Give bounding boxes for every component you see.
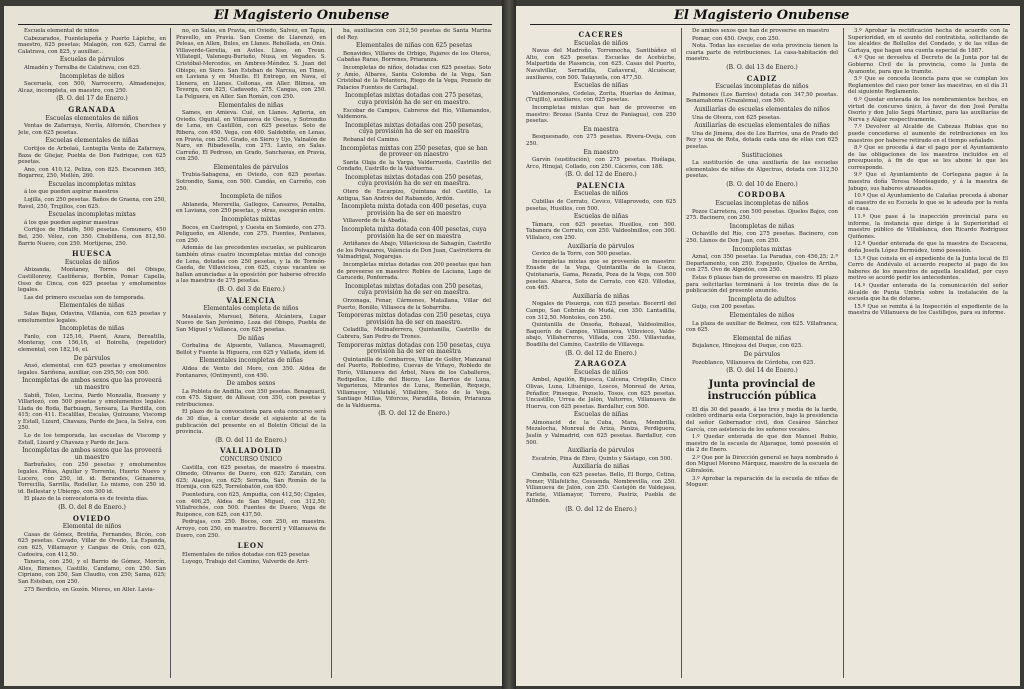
paragraph: 14.º Quedar enterada de la comunicación del señor Alcalde de Punta Umbría sobre la instalación de la escuela que ha de dotarse. — [848, 282, 1008, 303]
right-column-1 — [526, 28, 676, 680]
paragraph: Una de Jimena, dos de Los Barrios, una de Prado del Rey y una de Rota, dotada cada una de ellas con 625 pesetas. — [686, 130, 838, 150]
paragraph: Luyego, Trabajo del Camino, Valverde de Arri- — [182, 559, 309, 566]
right-column-divider-2 — [843, 28, 844, 678]
left-page — [4, 6, 502, 686]
province-heading: PALENCIA — [576, 180, 626, 190]
section-subheading: Incompletas mixtas dotadas con 250 pesetas, cuya provisión ha de ser en maestra. — [344, 173, 484, 188]
paragraph: 3.º Aprobar la rectificación hecha de acuerdo con la Superioridad, en el asunto del contratista, solicitando de los alcaldes de Bollullos del Condado, y de las villas de Cartaya, que hagan una cuenta especial de 1887. — [848, 28, 1008, 54]
paragraph: Villaverde de la Abadía. — [343, 218, 409, 225]
paragraph: Incompletas mixtas dotadas con 200 pesetas que han de proveerse en maestro: Robles de Laciana, Lago de Carucedo, Ponferrada. — [337, 262, 491, 282]
paragraph: Sabiñ, Toleo, Lecina, Pardo Monzalla, Buesany y Villarlozó, con 500 pesetas y emolumentos legales. Llada de Roda, Barbuagn, Sensara, La Pardilla, con 415; con 411. Escalillas, Escalas, Quinzano, Viscomp y Estall, Lizard, Chavaza, Pardo de Jaca, la Selva, con 250. — [18, 392, 166, 432]
paragraph: Trubia-Sabagena, en Oviedo, con 625 pesetas. Sotrondio, Sama, con 500. Candás, en Carreño, con 250. — [176, 172, 326, 192]
section-subheading: Incompletas de niños — [59, 72, 125, 80]
paragraph: Aznal, con 350 pesetas. La Paradas, con 456,25; 2.ª Departamento, con 250. Espejuelo, Ojuelos de Arriba, con 275. Ovo de Algodón, con 250. — [686, 254, 838, 274]
paragraph: 9.º Que el Ayuntamiento de Cortegana pague á la maestra doña Teresa Monteagudo, y á la maestra de Jabugo, sus haberes atrasados. — [848, 172, 1008, 192]
section-subheading: Incompletas de ambos sexos que las proveerá un maestro — [22, 447, 162, 461]
section-subheading: Auxiliaría de niñas — [572, 463, 630, 471]
paragraph: Abizanda, Montaney, Torres del Obispo, Castillonroy, Castiñeras, Borblín, Pomar Capella, Osso de Cinca, con 625 pesetas y emolumentos legales. — [18, 267, 166, 294]
paragraph: Palmones (Los Barrios) dotada con 347,50 pesetas. Benamahoma (Grazalema), con 500. — [686, 91, 838, 105]
paragraph: 275 Berdicio, en Gozón. Mieres, en Aller. Lavia- — [24, 586, 155, 593]
section-subheading: (B. O. del 8 de Enero.) — [58, 504, 126, 511]
paragraph: Pomar, con 450. Ovejo, con 250. — [692, 35, 781, 42]
paragraph: Celadilla, Molinaferrera, Quintanilla, Castrillo de Cabrera, San Pedro de Trones. — [337, 327, 491, 340]
paragraph: Además de las precedentes escuelas, se publicaron también otras cuatro incompletas mixtas del concejo de Lena, dotadas con 250 pesetas, y la de Tormón-Caeda, de Villaviciosa, con 625, cuyas vacantes se hallan anunciadas a la oposición por haberse ofrecido a las maestras de 275 pesetas. — [176, 245, 326, 285]
paragraph: Ventas de Zafarraya, Nerila, Alfornón, Cherches y Jete, con 625 pesetas. — [18, 123, 166, 136]
paragraph: Guijo, con 200 pesetas. — [692, 304, 756, 311]
section-subheading: Incompletas de ambos sexos que las proveerá un maestro — [22, 377, 162, 391]
paragraph: Salas Bajas, Odavina, Villanúa, con 625 pesetas y emolumentos legales. — [18, 310, 166, 324]
paragraph: Barbuñales, con 250 pesetas y emolumentos legales. Piñas, Aguilar y Torrente, Huerto Nuevo y Lucero, con 250, id. id. Berandes, Génaneres, Torrecilla, Sarrilla, Rodellar, Lo mismo, con 250 id. id. Bellestar y Ubiergo, con 300 id. — [18, 462, 166, 495]
province-heading: ZARAGOZA — [574, 359, 628, 369]
paragraph: Escobar de Campos, Cabreros del Río, Villamandos, Valdemora. — [337, 107, 491, 121]
right-column-3 — [848, 28, 1008, 680]
paragraph: Cortijos de Arbolaú, Lentegila Venta de Zafarraya, Baza de Güejar, Puebla de Don Fadrique, con 625 pesetas. — [18, 145, 166, 166]
section-subheading: Escuelas incompletas de niños — [715, 200, 809, 208]
right-masthead: El Magisterio Onubense — [674, 8, 850, 23]
section-subheading: Incompleta mixta dotada con 400 pesetas, cuya provisión ha de ser en maestro — [341, 203, 487, 217]
left-column-2 — [176, 28, 326, 680]
paragraph: Navas del Madroño, Torremocha, Santibáñez el Alto, con 625 pesetas. Escuelas de Acehúche, Malpartida de Plasencia, con 625. Casas del Puerto, Navalvillar, Serradilla, Cañaveral, Alcuéscar, auxiliares, con 500. Talayuela, con 477,50. — [526, 48, 676, 81]
section-subheading: En maestra — [583, 125, 619, 133]
section-subheading: Incompletas mixtas dotadas con 250 pesetas, cuya provisión ha de ser en maestra — [344, 121, 484, 136]
left-masthead: El Magisterio Onubense — [214, 8, 390, 23]
section-subheading: De niñas — [237, 334, 265, 342]
province-heading: GRANADA — [68, 104, 116, 114]
paragraph: Lo de los temporada, las escuelas de Viscomp y Estall, Lizard y Chavaza y Pardo de Jaca. — [18, 433, 166, 446]
province-heading: CACERES — [578, 30, 624, 39]
section-subheading: (B. O. del 14 de Enero.) — [726, 367, 798, 375]
paragraph: Incompletas mixtas que se proveerán en maestro: Enasde de la Vega, Quintanilla de la Cueza, Quintanaría, Gama, Rezada, Poza de la Vega, con 500 pesetas. Abarca, Soto de Cerrato, con 420. Villodas, con 465. — [526, 258, 676, 292]
paragraph: Estas 6 plazas han de proveerse en maestro. El plazo para solicitarlas terminará á los treinta días de la publicación del presente anuncio. — [686, 275, 838, 295]
paragraph: Elementales de niños dotadas con 625 pesetas — [182, 551, 310, 558]
section-subheading: Escuelas de párvulos — [59, 56, 125, 64]
paragraph: 15.º Que se remita á la Inspección el expediente de la maestra de Villanueva de los Castillejos, para su informe. — [848, 303, 1008, 317]
section-subheading: Escuelas de niños — [573, 368, 629, 376]
paragraph: La Pobleta de Andilla, con 350 pesetas. Benaguacil, con 475. Siguer, de Alfasar, con 350, con pesetas y retribuciones. — [176, 388, 326, 408]
paragraph: Ambel, Aguilón, Bijuesca, Calcena, Crispillo, Cinco Olivas, Luna, Lituénigo, Loscos, Monreal de Ariza, Peñaflor, Pinseque, Pozuelo, Tosos, con 625 pesetas. Uncastillo, Urrea de Jalón, Valtorres, Villanueva de Huerva, con 625 pesetas. Bardallur, con 500. — [526, 377, 676, 410]
paragraph: Aldea de Vento del Moro, con 350. Aldea de Fontanares, (Ontinyent), con 450. — [176, 365, 326, 379]
paragraph: 2.º Que por la Dirección general se haya nombrado á don Miguel Moreno Márquez, maestro de la escuela de Gibraleón. — [686, 454, 838, 475]
paragraph: Pozos Carretera, con 500 pesetas. Ojuelos Bajos, con 275. Bacinero, con 250. — [686, 208, 838, 222]
section-subheading: Escuelas elementales de niños — [45, 114, 139, 122]
paragraph: 3.º Aprobar la reparación de la escuela de niñas de Moguer. — [686, 475, 838, 489]
province-heading: LEON — [237, 541, 265, 551]
paragraph: 1.º Quedar enterada de que don Manuel Rubio, maestro de la escuela de Aljaraque, tomó posesión el día 2 de Enero. — [686, 434, 838, 454]
paragraph: ba, auxiliación con 312,50 pesetas de Santa Marina del Rey. — [337, 28, 491, 41]
paragraph: no, en Salas, en Pravia, en Oviedo, Salvez, en Tapia, Pravello, en Pravia. San Cosme de Llarenzó, en Peleas, en Allen, Bules, en Llanes. Rebollada, en Onís. Villaverde-Gerelia, en Aviles. Lleso, en Treun. Villategil, Valenegu-Buriaño, Nusa, en Vegadeo. S. Cristóbal-Mercedos, en Ambres-Méndez. S. Juan del Obispo, en Siero. San Esteban de Narcea, en Tineo, en Laviana y en Muelle. El Entrego, en Nava, el Llenera, en Llanes. Collonas, en Aller. Blimea, en Teverga, con 825, Cadavedo, 275. Cangas, con 250. La Felguera, en Aller. San Román, con 250. — [176, 28, 326, 100]
paragraph: 6.º Quedar enterada de los nombramientos hechos, en virtud de concurso único, á favor de don José Peralta Osorio y don Julio Segú Martínez, para las auxiliarías de Nerva y Alájar respectivamente. — [848, 96, 1008, 123]
section-subheading: Elementales de niños — [729, 311, 795, 319]
section-subheading: Incompletas de niñas — [59, 325, 125, 333]
section-subheading: De ambos sexos — [226, 380, 276, 388]
paragraph: Otero de Escarpizo, Quintana del Castillo, La Antigua, San Andrés del Rabanedo, Ardón. — [337, 189, 491, 202]
section-subheading: Elemental de niños — [62, 523, 122, 531]
paragraph: Pozoblanco, Villanueva de Córdoba, con 625. — [692, 359, 816, 366]
section-subheading: CONCURSO ÚNICO — [219, 456, 283, 464]
province-heading: HUESCA — [71, 249, 113, 259]
paragraph: 4.º Que se devuelva el Decreto de la Junta por tal de Gobierno Civil de la provincia, como la Junta de Ayamonte, para que lo tramite. — [848, 55, 1008, 75]
section-subheading: Elementales de niñas — [218, 101, 284, 109]
section-subheading: De párvulos — [743, 350, 781, 358]
paragraph: Incompletas mixtas que han de proveerse en maestro: Brozas (Santa Cruz de Paniagua), con 250 pesetas. — [526, 104, 676, 125]
left-column-3 — [337, 28, 491, 680]
section-subheading: Incompleta mixta dotada con 400 pesetas, cuya provisión ha de ser en maestra — [341, 226, 487, 240]
paragraph: Cortijos de Hidalfe, 500 pesetas. Comunero, 450 Bel, 250. Vélez, con 350. Chubillena, con 812,50. Barrio Nuevo, con 250. Mortijeras, 250. — [18, 227, 166, 247]
province-heading: CADIZ — [746, 73, 778, 83]
right-header-rule — [530, 24, 1010, 25]
paragraph: Orzonaga, Fenar, Cármenes, Matallana, Villar del Puerto, Bonillo, Villaseca de la Sobarriba. — [337, 297, 491, 311]
section-subheading: (B. O. del 10 de Enero.) — [726, 180, 798, 188]
paragraph: 8.º Que se proceda á dar el pago por el Ayuntamiento de las obligaciones de los maestros incluidos en el presupuesto, á fin de que se les abone lo que les corresponde. — [848, 145, 1008, 171]
paragraph: Las del primero escuelas son de temporada. — [24, 294, 145, 301]
section-subheading: Escuelas de niñas — [573, 82, 629, 90]
section-subheading: Escuelas de niñas — [573, 411, 629, 419]
paragraph: Casas de Gómez, Bretiña, Fernandes, Bicón, con 625 pesetas. Cavado, Villar de Ovedo, La Espanda, con 625, Villamayor y Cangas de Onís, con 625, Cadoeira, con 412,50. — [18, 531, 166, 558]
paragraph: Sames, en Amieva. Cué, en Llanes. Agüeria, en Oviedo. Oquital, en Villanueva de Oscos, y Sotrondio de Lena, en Castillón, con 625 pesetas. Soto de Ribera, con 450. Vega, con 400. Saldobiño, en Lenas, en Pravia, con 250. Grado, en Siero y Ujo, Valnalón de Naro, en Ribadesella, con 275. Lavio, en Salas. Carreño, El Pedroso, en Grado, Sanchavas, en Pravia, con 250. — [176, 110, 326, 163]
section-subheading: (B. O. del 3 de Enero.) — [217, 285, 285, 293]
paragraph: Ablaneda, Mererella, Gallegos, Cansares, Penalba, en Laviana, con 250 pesetas, y otras, escogerán entre. — [176, 201, 326, 215]
section-subheading: Sustituciones — [741, 151, 783, 159]
paragraph: Lojilla, con 250 pesetas. Baños de Graena, con 250, Ravel, 250, Trujillos, con 625. — [18, 197, 166, 210]
section-subheading: Temporeras mixtas dotadas con 150 pesetas, cuya provisión ha de ser en maestra — [337, 341, 491, 356]
paragraph: Almadén y Torralba de Calatrava, con 625. — [24, 64, 142, 71]
section-subheading: Incompletas mixtas — [732, 245, 792, 253]
paragraph: La sustitución de una auxiliaría de las escuelas elementales de niñas de Algeciras, dotada con 312,50 pesetas. — [686, 160, 838, 180]
left-header-rule — [18, 24, 492, 25]
paragraph: Benavides, Villares de Orbigo, Pajares de los Oteros, Cabañas Raras, Borrenes, Priaranza. — [337, 50, 491, 64]
paragraph: Saceruela, con 500, Narrocerro, Almadenejos, Alcaz, incompleta, en maestro, con 250. — [18, 81, 166, 94]
paragraph: Puentedura, con 625, Ampudia, con 412,50; Cigales, con 406,25, Aldea de San Miguel, con 312,50; Villafrechós, con 500. Fuentes de Duero, Vega de Ruiponce, con 625, con 437,50. — [176, 492, 326, 518]
section-subheading: Temporeras mixtas dotadas con 250 pesetas, cuya provisión ha de ser en maestro. — [337, 312, 491, 326]
paragraph: Bocos, en Castropol, y Cuesta en Somiedo, con 275. Peligueño, en Allende, con 275. Fuentes, Pentanes, con 250. — [176, 224, 326, 244]
section-subheading: (B. O. del 12 de Enero.) — [565, 171, 637, 179]
section-subheading: Escuelas de niños — [64, 258, 120, 266]
left-column-divider-1 — [170, 28, 171, 678]
section-subheading: Escuelas incompletas mixtas — [48, 180, 136, 188]
section-subheading: (B. O. del 11 de Enero.) — [215, 436, 287, 444]
paragraph: Pedrajas, con 250. Bocos, con 250, en maestra. Arroyo, con 250, en maestro. Becerril y Villanueva de Duero, con 250. — [176, 519, 326, 539]
section-subheading: Elementales incompletas de niñas — [199, 357, 303, 365]
section-subheading: Escuelas de niñas — [573, 213, 629, 221]
paragraph: Una de Olvera, con 625 pesetas. — [692, 114, 781, 121]
paragraph: Nogales de Pisuerga, con 625 pesetas. Becerril del Campo, San Cebrián de Mudá, con 350. Lantadilla, con 312,50. Montoles, con 250. — [526, 301, 676, 321]
right-column-divider-1 — [681, 28, 682, 678]
right-column-2 — [686, 28, 838, 680]
section-subheading: Elementales de párvulos — [213, 163, 289, 171]
section-subheading: Auxiliaría de párvulos — [567, 242, 635, 250]
paragraph: Ochavillo del Río, con 275 pesetas. Bacinero, con 250. Llanos de Don Juan, con 250. — [686, 231, 838, 245]
section-subheading: Auxiliaría de párvulos — [567, 447, 635, 455]
section-subheading: Incompleta de niños — [220, 193, 282, 201]
section-subheading: Escuelas incompletas mixtas — [48, 211, 136, 219]
section-subheading: Incompletas mixtas con 250 pesetas, que se han de proveer en maestro — [340, 144, 488, 159]
section-subheading: Elemental de niñas — [732, 334, 792, 342]
paragraph: Cabezarados, Fuentelapeña y Puerto Lápiche, en maestro, 625 pesetas; Malagón, con 625, Carral de Calatrava, con 825, y auxiliar... — [18, 35, 166, 55]
paragraph: 10.º Que el Ayuntamiento de Calañas proceda á abonar al maestro de su Escuela lo que se le adeuda por la renta de casa. — [848, 193, 1008, 213]
paragraph: Cimballa, con 625 pesetas. Bello, El Burgo, Cetina, Pomer, Villafeliche, Cosuenda, Nombrevilla, con 250. Villanueva de Jalón, con 250. Castejón de Valdejasa, Farlete, Villamayor, Torrero, Pastriz, Puebla de Alfindén. — [526, 472, 676, 505]
section-subheading: (B. O. del 13 de Enero.) — [726, 63, 798, 71]
section-subheading: Elementales completa de niños — [203, 305, 299, 313]
section-subheading: Incompletas de niñas — [729, 222, 795, 230]
paragraph: Cubillas de Cerrato, Cevico, Villaprovedo, con 625 pesetas, Husillos, con 500. — [526, 199, 676, 212]
paragraph: Valdemorales, Cedelas, Zorita, Huertas de Ánimas, (Trujillo), auxiliares, con 625 pesetas. — [526, 90, 676, 104]
section-subheading: Auxiliarías de escuelas elementales de niños — [694, 105, 830, 113]
paragraph: El plazo de la convocatoria para esta concurso será de 30 días, á contar desde el siguiente al de la publicación del presente en el Boletín Oficial de la provincia. — [176, 409, 326, 436]
paragraph: Quintanilla de Onsoña, Robazal, Valdeolmillos, Baquerín de Campos, Villanueva, Villovieco, Valde-abajo, Villaherreros, Villada, con 250. Villaviudas, Boadilla del Camino, Castrillo de Villavega. — [526, 322, 676, 348]
paragraph: 5.º Que se conceda licencia para que se cumplan los Reglamentos del caso por tener las maestras, en el día 31 del siguiente Reglamento. — [848, 76, 1008, 96]
paragraph: Quintanilla de Combarros, Villar de Golfer, Manzanal del Puerto, Robledino, Cuevas de Viñayo, Robledo de Torío, Villanueva del Árbol, Nava de los Caballeros, Redipollos, Lillo del Bierzo, Los Barrios de Luna, Vegarienza, Mirantes de Luna, Remellán, Requejo, Villamayor, Villafalé, Villalibre, Soto de la Vega, Santiago Millas, Viforcos, Paradilla, Boisán, Priaranza de la Valduerna. — [337, 356, 491, 409]
section-subheading: (B. O. del 12 de Enero.) — [565, 506, 637, 513]
section-subheading: Incompletas mixtas dotadas con 275 pesetas, cuya provisión ha de ser en maestro. — [344, 92, 484, 106]
section-subheading: Incompletas mixtas — [221, 216, 281, 224]
paragraph: Escuela elemental de niños — [24, 28, 99, 34]
paragraph: Almonacid de la Cuba, Mara, Membrilla, Mezalocha, Monreal de Ariza, Paniza, Perdiguera, Jaulín y Valmadrid, con 625 pesetas. Bardallur, con 500. — [526, 419, 676, 446]
section-subheading: (B. O. del 12 de Enero.) — [565, 349, 637, 357]
left-column-1 — [18, 28, 166, 680]
binding-gutter — [502, 0, 516, 689]
paragraph: Támara, con 625 pesetas. Husillos, con 500. Tabanera de Cerrato, con 250. Valdeolmillos, con 300. Villalaco, con 250. — [526, 221, 676, 242]
paragraph: Rebanal del Camino. — [343, 136, 400, 143]
paragraph: á los que pueden aspirar maestras — [24, 219, 119, 226]
paragraph: Incompletas de niños, dotadas con 625 pesetas. Soto y Amío, Albares, Santa Colomba de la Vega, San Cristóbal de la Polantera, Riego de la Vega, Pozuelo de Palacios Fuentes de Carbajal. — [337, 64, 491, 91]
paragraph: Ano, con 410,12, Peliza, con 825. Escarenen 365, Bogarrez, 250, Mellén, 260. — [18, 166, 166, 180]
section-subheading: Elementales de niñas — [59, 302, 125, 310]
paragraph: De ambos sexos que han de proveerse en maestro — [692, 28, 830, 34]
paragraph: 11.º Que pase á la inspección provincial para su informe, la instancia que dirige á la Superioridad el maestro público de Villablanca, don Ricardo Rodríguez Quiñones. — [848, 214, 1008, 240]
paragraph: Escatrón, Pina de Ebro, Quinto y Sástago, con 500. — [532, 455, 673, 462]
section-subheading: Escuelas elementales de niñas — [45, 137, 139, 145]
province-heading: VALENCIA — [226, 295, 276, 305]
paragraph: 13.º Que consta en el expediente de la Junta local de El Cerro de Andévalo el acuerdo respecto al pago de los haberes de los maestros de aquella localidad, por cuyo motivo se acordó pedir los antecedentes. — [848, 255, 1008, 282]
paragraph: Bujalance, Hinojosa del Duque, con 625. — [692, 343, 803, 350]
paragraph: Garvín (sustitución), con 275 pesetas. Huélaga, Arco, Hinojal, Collado, con 250. Cáceres, con 188. — [526, 157, 676, 170]
paragraph: Fanlo, con 125,16, Pisent, Azara, Bereatilla, Monteray, con 156,16, el Boirella, (repetidor) elemental, con 182,16, el. — [18, 333, 166, 353]
section-subheading: Auxiliaría de niñas — [572, 292, 630, 300]
paragraph: Nota. Todas las escuelas de esta provincia tienen la cuarta parte de retribuciones. La casa-habitación del maestro. — [686, 43, 838, 63]
section-subheading: En maestro — [583, 148, 619, 156]
province-heading: OVIEDO — [72, 513, 112, 523]
section-subheading: (B. O. del 12 de Enero.) — [378, 410, 450, 418]
section-subheading: Elementales de niñas con 625 pesetas — [355, 42, 473, 50]
section-subheading: Escuelas de niños — [573, 190, 629, 198]
section-subheading: Escuelas incompletas de niños — [715, 83, 809, 91]
paragraph: Taneria, con 250, y el Barrio de Gómez, Morcín, Alles, Bimenes, Castillo, Candamo, con 250. San Cipriano, con 250, San Claudio, con 250; Sama, 625; San Esteban, con 250. — [18, 559, 166, 585]
left-column-divider-2 — [331, 28, 332, 678]
section-subheading: Escuelas de niños — [573, 39, 629, 47]
province-heading: VALLADOLID — [219, 446, 283, 456]
paragraph: 12.º Quedar enterada de que la maestra de Escacena, doña Josefa López Bermúdez, tomó posesión. — [848, 241, 1008, 254]
section-subheading: (B. O. del 17 de Enero.) — [56, 95, 128, 103]
paragraph: Cevico de la Torre, con 500 pesetas. — [532, 251, 632, 258]
article-title: Junta provincial de instrucción pública — [707, 378, 817, 402]
right-page — [516, 6, 1020, 686]
paragraph: El día 30 del pasado, á las tres y media de la tarde, celebró ordinaria esta Corporación, bajo la presidencia del señor Gobernador civil, don Cesáreo Sánchez García, con asistencia de los señores vocales. — [686, 406, 838, 433]
section-subheading: Auxiliarías de escuelas elementales de niñas — [694, 122, 830, 130]
paragraph: Santa Olaja de la Varga, Valderrueda, Castrillo del Condado, Castrillo de la Valduerna. — [337, 159, 491, 173]
section-subheading: Incompleta de adultos — [728, 295, 796, 303]
paragraph: La plaza de auxiliar de Belmez, con 625. Villafranca, con 625. — [686, 320, 838, 334]
paragraph: Castilla, con 625 pesetas, de maestro ó maestra. Olmedo, Olivares de Duero, con 625; Zaratán, con 625; Alaejos, con 625; Serrada, San Román de la Hornija, con 625, Torrelobatón, con 650. — [176, 464, 326, 491]
province-heading: CORDOBA — [737, 190, 786, 200]
paragraph: Masalavés, Marsuel, Bétera, Alcántera, Lugar Nuevo de San Jerónimo, Loza del Obispo, Puebla de San Miguel y Vallanca, con 625 pesetas. — [176, 313, 326, 333]
paragraph: Corbalina de Alpuente, Vallanca, Masamagrell, Bellot y Fuente la Higuera, con 625 y Vallada, ídem id. — [176, 343, 326, 356]
paragraph: Besquesnado, con 275 pesetas. Rivera-Oveja, con 250. — [526, 134, 676, 147]
paragraph: 7.º Devolver al Alcalde de Cabezas Rubias que no puede concederse el aumento de retribuciones en los maestros por haberse retirado en el tiempo señalado. — [848, 124, 1008, 144]
paragraph: Antiñanes de Abajo, Villaviciosa de Sahagún, Castrillo de los Polvazares, Valencia de Don Juan, Castrotierra de Valmadrigal, Nogarejas. — [337, 241, 491, 261]
paragraph: El plazo de la convocatoria es de treinta días. — [24, 496, 149, 503]
section-subheading: De párvulos — [73, 354, 111, 362]
paragraph: Ansó, elemental, con 625 pesetas y emolumentos legales. Sariñena, auxiliar, con 295,50; con 500. — [18, 363, 166, 376]
section-subheading: Incompletas mixtas dotadas con 250 pesetas, cuya provisión ha de ser en maestra. — [344, 282, 484, 297]
paragraph: á los que pueden aspirar maestros — [24, 189, 119, 196]
